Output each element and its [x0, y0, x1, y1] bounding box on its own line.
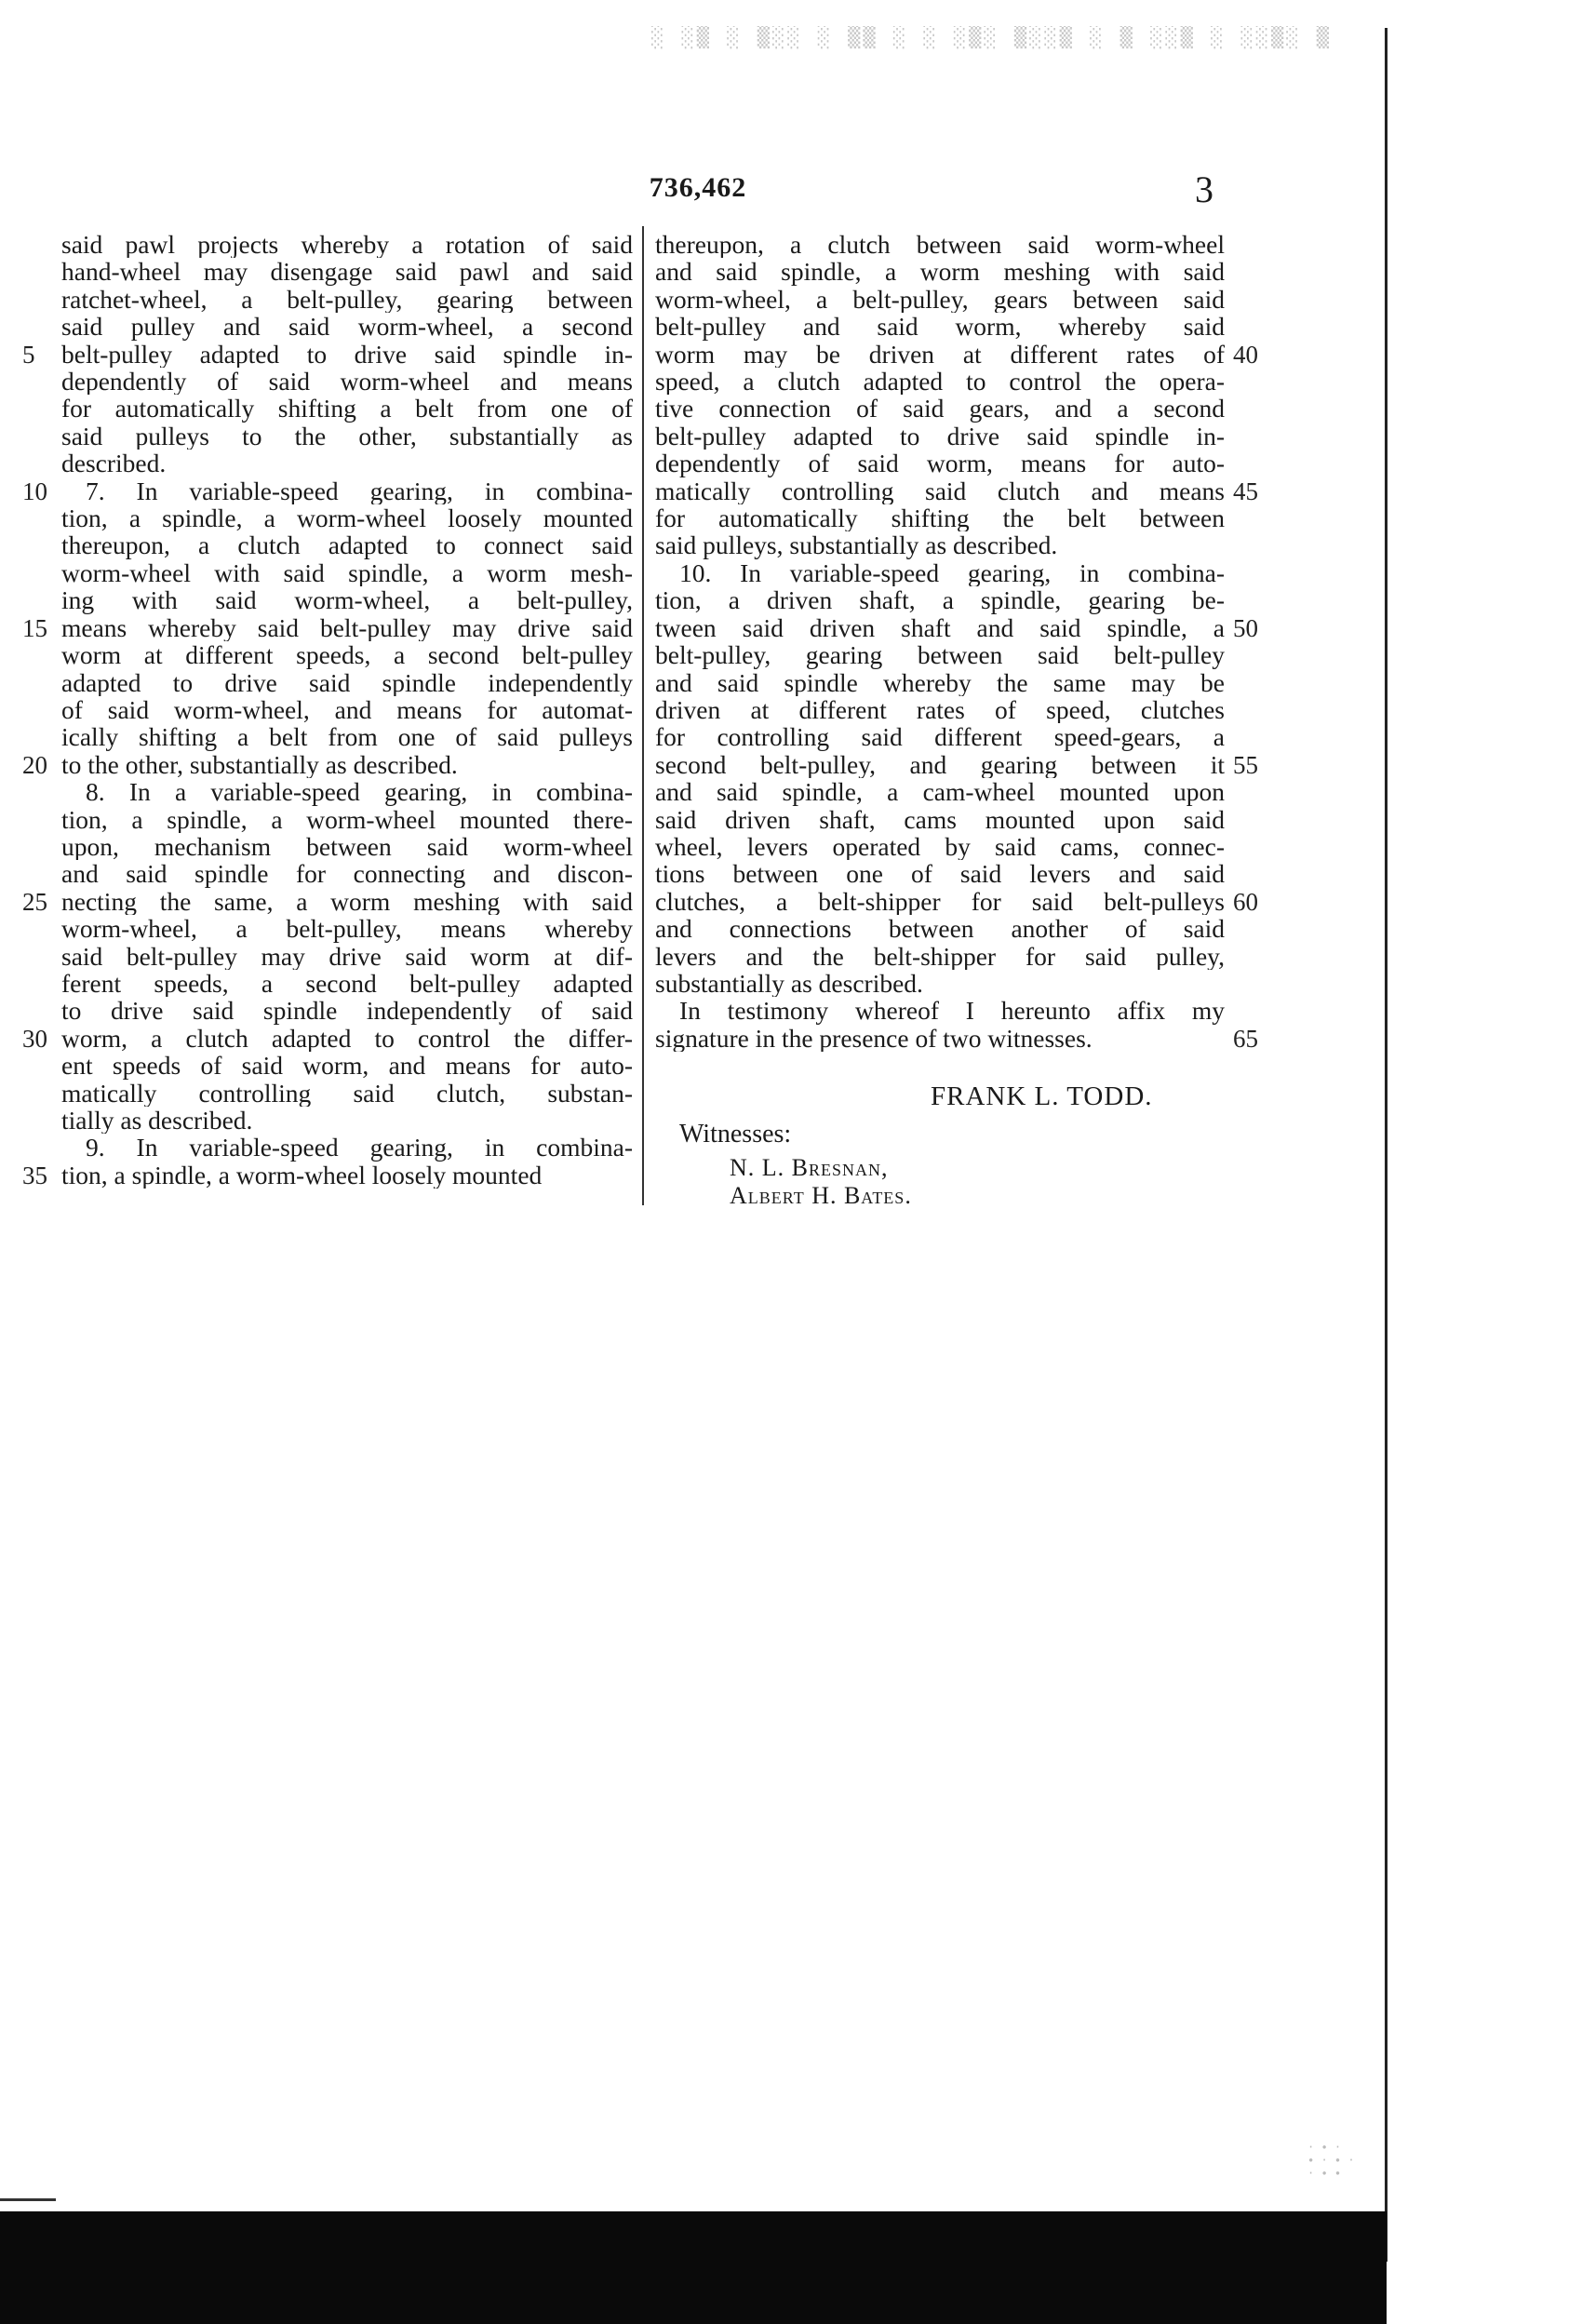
text-line: ically shifting a belt from one of said pulleys: [61, 723, 633, 751]
text-line: wheel, levers operated by said cams, connec-: [655, 832, 1225, 861]
text-line: ing with said worm-wheel, a belt-pulley,: [61, 586, 633, 614]
margin-line-number: 50: [1233, 613, 1258, 642]
margin-line-number: 35: [22, 1161, 47, 1189]
margin-line-number: 40: [1233, 340, 1258, 369]
text-line: worm at different speeds, a second belt-pulley: [61, 641, 633, 669]
scan-noise-corner: · ∙ · ∙ · ∙ · · ∙ ∙: [1307, 2141, 1355, 2180]
text-line: hand-wheel may disengage said pawl and said: [61, 258, 633, 286]
left-text-column: [61, 231, 633, 1189]
text-line: belt-pulley adapted to drive said spindle in-: [655, 422, 1225, 450]
text-line: 7. In variable-speed gearing, in combina-: [86, 477, 633, 505]
text-line: and said spindle whereby the same may be: [655, 668, 1225, 696]
text-line: 8. In a variable-speed gearing, in combina-: [86, 778, 633, 806]
text-line: said pulley and said worm-wheel, a second: [61, 313, 633, 341]
text-line: levers and the belt-shipper for said pulley,: [655, 942, 1225, 970]
margin-line-number: 10: [22, 477, 47, 505]
text-line: speed, a clutch adapted to control the opera-: [655, 368, 1225, 396]
text-line: substantially as described.: [655, 969, 923, 998]
column-divider: [642, 226, 644, 1205]
text-line: matically controlling said clutch, substan-: [61, 1079, 633, 1107]
witness-1: N. L. Bresnan,: [730, 1154, 889, 1181]
text-line: said pulleys to the other, substantially as: [61, 422, 633, 450]
text-line: adapted to drive said spindle independently: [61, 668, 633, 696]
text-line: for controlling said different speed-gears, a: [655, 723, 1225, 751]
text-line: tions between one of said levers and said: [655, 860, 1225, 888]
text-line: ferent speeds, a second belt-pulley adapted: [61, 969, 633, 998]
text-line: thereupon, a clutch between said worm-wheel: [655, 231, 1225, 259]
margin-line-number: 20: [22, 750, 47, 779]
text-line: upon, mechanism between said worm-wheel: [61, 832, 633, 861]
margin-line-number: 45: [1233, 477, 1258, 505]
text-line: signature in the presence of two witnesses.: [655, 1024, 1093, 1053]
scan-noise-header: ░ ░▒ ░ ▒░░ ░ ▒▒ ░ ░ ░▒░ ▒░░▒ ░ ▒ ░░▒ ░ ░░▒░ ▒: [651, 26, 1333, 49]
text-line: dependently of said worm, means for auto-: [655, 450, 1225, 477]
text-line: described.: [61, 450, 167, 477]
text-line: tion, a driven shaft, a spindle, gearing be-: [655, 586, 1225, 614]
text-line: tion, a spindle, a worm-wheel mounted there-: [61, 805, 633, 833]
text-line: and said spindle for connecting and discon-: [61, 860, 633, 888]
witnesses-label: Witnesses:: [679, 1120, 792, 1149]
text-line: ent speeds of said worm, and means for auto-: [61, 1052, 633, 1080]
right-text-column: [655, 231, 1225, 1052]
text-line: worm-wheel, a belt-pulley, means whereby: [61, 915, 633, 943]
text-line: said driven shaft, cams mounted upon said: [655, 805, 1225, 833]
text-line: belt-pulley and said worm, whereby said: [655, 313, 1225, 341]
text-line: tion, a spindle, a worm-wheel loosely mounted: [61, 504, 633, 532]
margin-line-number: 25: [22, 887, 47, 916]
text-line: necting the same, a worm meshing with said: [61, 887, 633, 916]
signatory-name: FRANK L. TODD.: [931, 1081, 1153, 1111]
text-line: thereupon, a clutch adapted to connect said: [61, 531, 633, 559]
text-line: worm-wheel, a belt-pulley, gears between said: [655, 285, 1225, 314]
text-line: said belt-pulley may drive said worm at dif-: [61, 942, 633, 970]
margin-line-number: 15: [22, 613, 47, 642]
page-edge-line: [1385, 28, 1388, 2262]
text-line: clutches, a belt-shipper for said belt-pulleys: [655, 887, 1225, 916]
text-line: driven at different rates of speed, clutches: [655, 695, 1225, 724]
text-line: to drive said spindle independently of said: [61, 997, 633, 1025]
margin-line-number: 30: [22, 1024, 47, 1053]
text-line: of said worm-wheel, and means for automat-: [61, 695, 633, 724]
text-line: and said spindle, a worm meshing with said: [655, 258, 1225, 286]
text-line: tion, a spindle, a worm-wheel loosely mounted: [61, 1161, 543, 1189]
text-line: worm, a clutch adapted to control the differ-: [61, 1024, 633, 1053]
patent-number: 736,462: [649, 172, 747, 203]
margin-line-number: 55: [1233, 750, 1258, 779]
text-line: In testimony whereof I hereunto affix my: [679, 997, 1225, 1025]
scan-artifact-mark: [0, 2198, 56, 2201]
text-line: tween said driven shaft and said spindle, a: [655, 613, 1225, 642]
margin-line-number: 65: [1233, 1024, 1258, 1053]
text-line: dependently of said worm-wheel and means: [61, 368, 633, 396]
scan-bottom-border: [0, 2211, 1387, 2324]
margin-line-number: 5: [22, 340, 35, 369]
text-line: said pulleys, substantially as described.: [655, 531, 1058, 559]
text-line: and said spindle, a cam-wheel mounted upon: [655, 778, 1225, 806]
text-line: 9. In variable-speed gearing, in combina-: [86, 1134, 633, 1162]
text-line: means whereby said belt-pulley may drive said: [61, 613, 633, 642]
text-line: said pawl projects whereby a rotation of said: [61, 231, 633, 259]
text-line: ratchet-wheel, a belt-pulley, gearing between: [61, 285, 633, 314]
text-line: for automatically shifting the belt between: [655, 504, 1225, 532]
text-line: to the other, substantially as described.: [61, 750, 458, 779]
text-line: matically controlling said clutch and means: [655, 477, 1225, 505]
witness-2: Albert H. Bates.: [730, 1182, 912, 1209]
text-line: tially as described.: [61, 1107, 253, 1135]
page-number: 3: [1195, 168, 1213, 210]
text-line: second belt-pulley, and gearing between it: [655, 750, 1225, 779]
text-line: 10. In variable-speed gearing, in combina-: [679, 558, 1225, 587]
text-line: worm-wheel with said spindle, a worm mesh-: [61, 558, 633, 587]
text-line: for automatically shifting a belt from one of: [61, 395, 633, 423]
text-line: belt-pulley adapted to drive said spindle in-: [61, 340, 633, 369]
text-line: worm may be driven at different rates of: [655, 340, 1225, 369]
text-line: and connections between another of said: [655, 915, 1225, 943]
text-line: belt-pulley, gearing between said belt-pulley: [655, 641, 1225, 669]
text-line: tive connection of said gears, and a second: [655, 395, 1225, 423]
margin-line-number: 60: [1233, 887, 1258, 916]
